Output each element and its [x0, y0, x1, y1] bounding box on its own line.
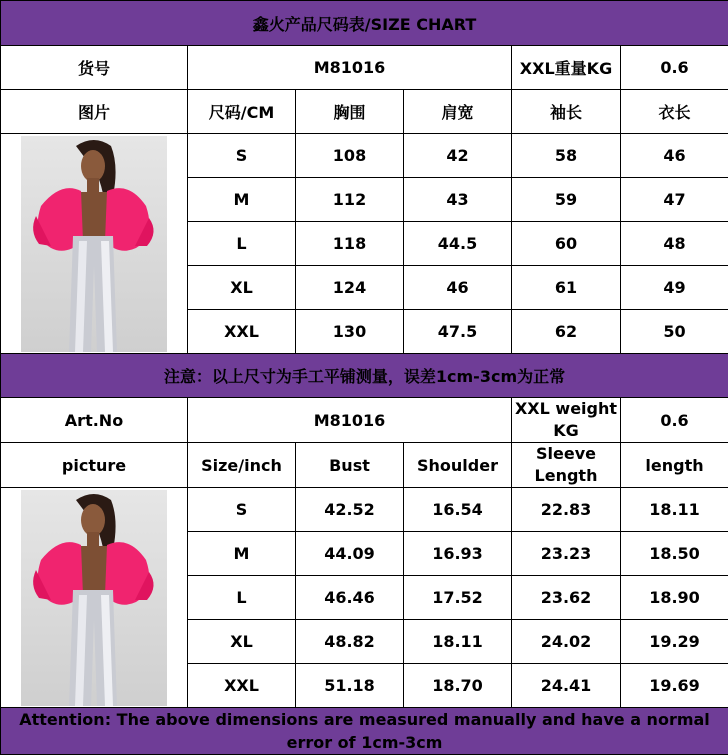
chart-title: 鑫火产品尺码表/SIZE CHART: [1, 1, 728, 46]
table-row: [1, 488, 728, 532]
en-length-value: 18.11: [621, 488, 728, 532]
en-size-l: L: [188, 576, 296, 620]
table-row: [1, 134, 728, 178]
en-length-value: 18.90: [621, 576, 728, 620]
cn-header-sleeve: 袖长: [512, 90, 621, 134]
cn-header-shoulder: 肩宽: [404, 90, 512, 134]
cn-weight-value: 0.6: [621, 46, 728, 90]
en-length-value: 19.29: [621, 620, 728, 664]
en-shoulder-value: 16.54: [404, 488, 512, 532]
en-header-bust: Bust: [296, 443, 404, 488]
product-photo-cell: [1, 134, 188, 354]
cn-shoulder-value: 44.5: [404, 222, 512, 266]
cn-shoulder-value: 47.5: [404, 310, 512, 354]
en-bust-value: 51.18: [296, 664, 404, 708]
cn-bust-value: 108: [296, 134, 404, 178]
cn-bust-value: 118: [296, 222, 404, 266]
en-weight-value: 0.6: [621, 398, 728, 443]
en-shoulder-value: 16.93: [404, 532, 512, 576]
cn-length-value: 49: [621, 266, 728, 310]
cn-size-m: M: [188, 178, 296, 222]
cn-sleeve-value: 58: [512, 134, 621, 178]
cn-header-bust: 胸围: [296, 90, 404, 134]
en-sleeve-value: 24.02: [512, 620, 621, 664]
cn-length-value: 50: [621, 310, 728, 354]
en-header-size: Size/inch: [188, 443, 296, 488]
cn-header-picture: 图片: [1, 90, 188, 134]
en-header-shoulder: Shoulder: [404, 443, 512, 488]
en-size-xl: XL: [188, 620, 296, 664]
cn-sleeve-value: 61: [512, 266, 621, 310]
cn-bust-value: 112: [296, 178, 404, 222]
en-length-value: 18.50: [621, 532, 728, 576]
cn-item-label: 货号: [1, 46, 188, 90]
en-shoulder-value: 18.70: [404, 664, 512, 708]
en-sleeve-value: 23.23: [512, 532, 621, 576]
cn-size-xl: XL: [188, 266, 296, 310]
cn-length-value: 47: [621, 178, 728, 222]
cn-shoulder-value: 46: [404, 266, 512, 310]
en-sleeve-value: 23.62: [512, 576, 621, 620]
en-bust-value: 48.82: [296, 620, 404, 664]
cn-bust-value: 130: [296, 310, 404, 354]
en-measurement-note: Attention: The above dimensions are measured manually and have a normal error of 1cm-3cm: [1, 708, 728, 755]
en-size-s: S: [188, 488, 296, 532]
en-size-xxl: XXL: [188, 664, 296, 708]
cn-sleeve-value: 62: [512, 310, 621, 354]
cn-size-xxl: XXL: [188, 310, 296, 354]
product-photo: [21, 136, 167, 352]
cn-header-length: 衣长: [621, 90, 728, 134]
en-item-label: Art.No: [1, 398, 188, 443]
cn-measurement-note: 注意：以上尺寸为手工平铺测量，误差1cm-3cm为正常: [1, 354, 728, 398]
en-shoulder-value: 18.11: [404, 620, 512, 664]
product-photo-cell: [1, 488, 188, 708]
cn-sleeve-value: 59: [512, 178, 621, 222]
en-bust-value: 46.46: [296, 576, 404, 620]
en-bust-value: 44.09: [296, 532, 404, 576]
en-shoulder-value: 17.52: [404, 576, 512, 620]
cn-item-value: M81016: [188, 46, 512, 90]
en-sleeve-value: 22.83: [512, 488, 621, 532]
en-header-length: length: [621, 443, 728, 488]
en-item-value: M81016: [188, 398, 512, 443]
en-bust-value: 42.52: [296, 488, 404, 532]
en-header-picture: picture: [1, 443, 188, 488]
cn-shoulder-value: 43: [404, 178, 512, 222]
cn-header-size: 尺码/CM: [188, 90, 296, 134]
cn-length-value: 48: [621, 222, 728, 266]
cn-size-s: S: [188, 134, 296, 178]
product-photo: [21, 490, 167, 706]
cn-sleeve-value: 60: [512, 222, 621, 266]
cn-size-l: L: [188, 222, 296, 266]
cn-bust-value: 124: [296, 266, 404, 310]
en-size-m: M: [188, 532, 296, 576]
cn-shoulder-value: 42: [404, 134, 512, 178]
en-length-value: 19.69: [621, 664, 728, 708]
en-header-sleeve: Sleeve Length: [512, 443, 621, 488]
en-sleeve-value: 24.41: [512, 664, 621, 708]
en-weight-label: XXL weight KG: [512, 398, 621, 443]
cn-weight-label: XXL重量KG: [512, 46, 621, 90]
cn-length-value: 46: [621, 134, 728, 178]
